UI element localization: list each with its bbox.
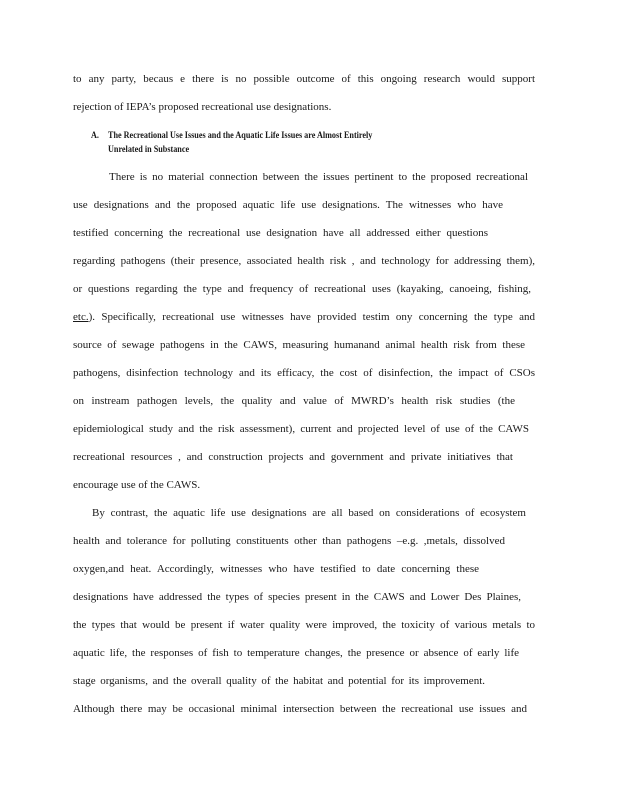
text-line: recreational resources , and construction projects and government and private initiatives that [73,451,513,463]
text-line: pathogens, disinfection technology and its efficacy, the cost of disinfection, the impact of CSOs [73,367,535,379]
text-line: use designations and the proposed aquatic life use designations. The witnesses who have [73,199,503,211]
text-line: source of sewage pathogens in the CAWS, measuring humanand animal health risk from these [73,339,525,351]
text-line: on instream pathogen levels, the quality and value of MWRD’s health risk studies (the [73,395,515,407]
text-line: rejection of IEPA’s proposed recreational use designations. [73,101,332,113]
text-line: oxygen,and heat. Accordingly, witnesses who have testified to date concerning these [73,563,479,575]
text-line: testified concerning the recreational use designation have all addressed either questions [73,227,488,239]
text-line: aquatic life, the responses of fish to temperature changes, the presence or absence of early life [73,647,519,659]
underlined-text: etc. [73,311,89,323]
text-line: regarding pathogens (their presence, associated health risk , and technology for addressing them), [73,255,535,267]
text-line: By contrast, the aquatic life use designations are all based on considerations of ecosystem [92,507,526,519]
text-line [73,310,535,324]
text-line: encourage use of the CAWS. [73,479,201,491]
section-marker: A. [91,131,99,141]
text-line: the types that would be present if water quality were improved, the toxicity of various metals to [73,619,535,631]
text-fragment: ). Specifically, recreational use witnesses have provided testim ony concerning the type and [88,311,535,323]
text-line: or questions regarding the type and frequency of recreational uses (kayaking, canoeing, fishing, [73,283,531,295]
section-heading-line-2: Unrelated in Substance [108,145,190,155]
text-line: There is no material connection between the issues pertinent to the proposed recreational [109,171,528,183]
text-line: health and tolerance for polluting constituents other than pathogens –e.g. ,metals, dissolved [73,535,505,547]
text-line: Although there may be occasional minimal intersection between the recreational use issues and [73,703,527,715]
section-heading-line-1: The Recreational Use Issues and the Aquatic Life Issues are Almost Entirely [108,131,373,141]
text-line: designations have addressed the types of species present in the CAWS and Lower Des Plaines, [73,591,521,603]
text-line: epidemiological study and the risk assessment), current and projected level of use of the CAWS [73,423,529,435]
text-line: to any party, becaus e there is no possible outcome of this ongoing research would support [73,73,535,85]
text-line: stage organisms, and the overall quality of the habitat and potential for its improvement. [73,675,485,687]
